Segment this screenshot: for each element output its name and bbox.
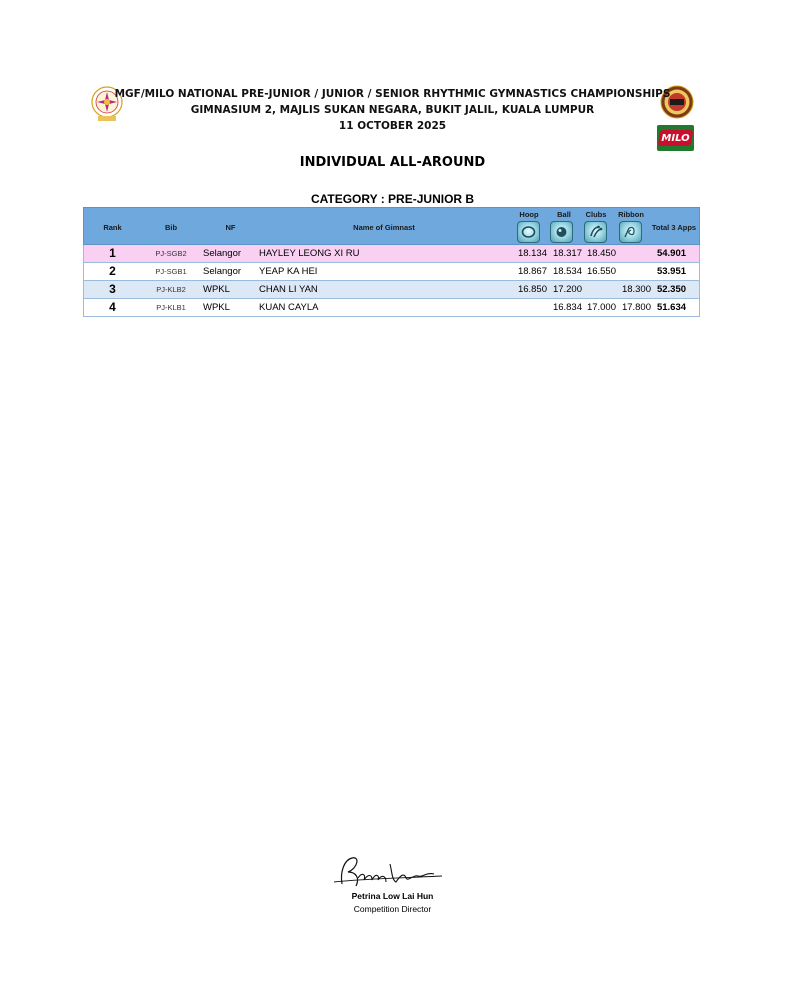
clubs-icon [584, 221, 607, 243]
signatory-name: Petrina Low Lai Hun [351, 891, 434, 901]
rank-cell: 1 [109, 246, 116, 260]
hoop-icon [517, 221, 540, 243]
col-rank: Rank [103, 223, 122, 232]
page-title: INDIVIDUAL ALL-AROUND [299, 155, 486, 170]
rank-cell: 4 [109, 300, 116, 314]
ribbon-score: 18.300 [621, 284, 651, 295]
event-title: MGF/MILO NATIONAL PRE-JUNIOR / JUNIOR / SENIOR RHYTHMIC GYMNASTICS CHAMPIONSHIPS [114, 88, 671, 100]
bib-cell: PJ-KLB1 [156, 303, 186, 312]
bib-cell: PJ-KLB2 [156, 285, 186, 294]
date-line: 11 OCTOBER 2025 [338, 120, 447, 132]
clubs-score: 18.450 [586, 248, 616, 259]
gymnast-name-cell: YEAP KA HEI [259, 266, 318, 277]
col-clubs: Clubs [585, 210, 607, 219]
col-bib: Bib [164, 223, 178, 232]
gymnast-name-cell: HAYLEY LEONG XI RU [259, 248, 360, 259]
total-score: 51.634 [656, 302, 687, 313]
ribbon-score: 17.800 [621, 302, 651, 313]
col-name: Name of Gimnast [353, 223, 415, 232]
category-label: CATEGORY : PRE-JUNIOR B [310, 192, 475, 206]
hoop-score: 18.867 [517, 266, 547, 277]
nf-cell: Selangor [203, 248, 242, 259]
clubs-score: 17.000 [586, 302, 616, 313]
col-hoop: Hoop [519, 210, 539, 219]
gymnast-name-cell: CHAN LI YAN [259, 284, 318, 295]
nf-cell: WPKL [203, 302, 230, 313]
venue-line: GIMNASIUM 2, MAJLIS SUKAN NEGARA, BUKIT JALIL, KUALA LUMPUR [190, 104, 595, 116]
ball-score: 18.317 [552, 248, 582, 259]
ribbon-icon [619, 221, 642, 243]
milo-logo: MILO [657, 125, 694, 151]
table-row [83, 263, 700, 281]
ball-score: 17.200 [552, 284, 582, 295]
gymnast-name-cell: KUAN CAYLA [259, 302, 319, 313]
ball-score: 16.834 [552, 302, 582, 313]
hoop-score: 16.850 [517, 284, 547, 295]
total-score: 53.951 [656, 266, 687, 277]
rank-cell: 3 [109, 282, 116, 296]
col-ribbon: Ribbon [618, 210, 644, 219]
rank-cell: 2 [109, 264, 116, 278]
ball-icon [550, 221, 573, 243]
total-score: 54.901 [656, 248, 687, 259]
results-table [83, 207, 700, 317]
table-row [83, 245, 700, 263]
signatory-role: Competition Director [353, 904, 432, 914]
table-row [83, 281, 700, 299]
bib-cell: PJ-SGB1 [155, 267, 187, 276]
table-row [83, 299, 700, 317]
signature-image [330, 852, 445, 892]
clubs-score: 16.550 [586, 266, 616, 277]
col-nf: NF [225, 223, 236, 232]
total-score: 52.350 [656, 284, 687, 295]
hoop-score: 18.134 [517, 248, 547, 259]
ball-score: 18.534 [552, 266, 582, 277]
nf-cell: WPKL [203, 284, 230, 295]
bib-cell: PJ-SGB2 [155, 249, 187, 258]
table-header [83, 207, 700, 245]
col-total: Total 3 Apps [651, 223, 697, 232]
col-ball: Ball [557, 210, 571, 219]
nf-cell: Selangor [203, 266, 242, 277]
